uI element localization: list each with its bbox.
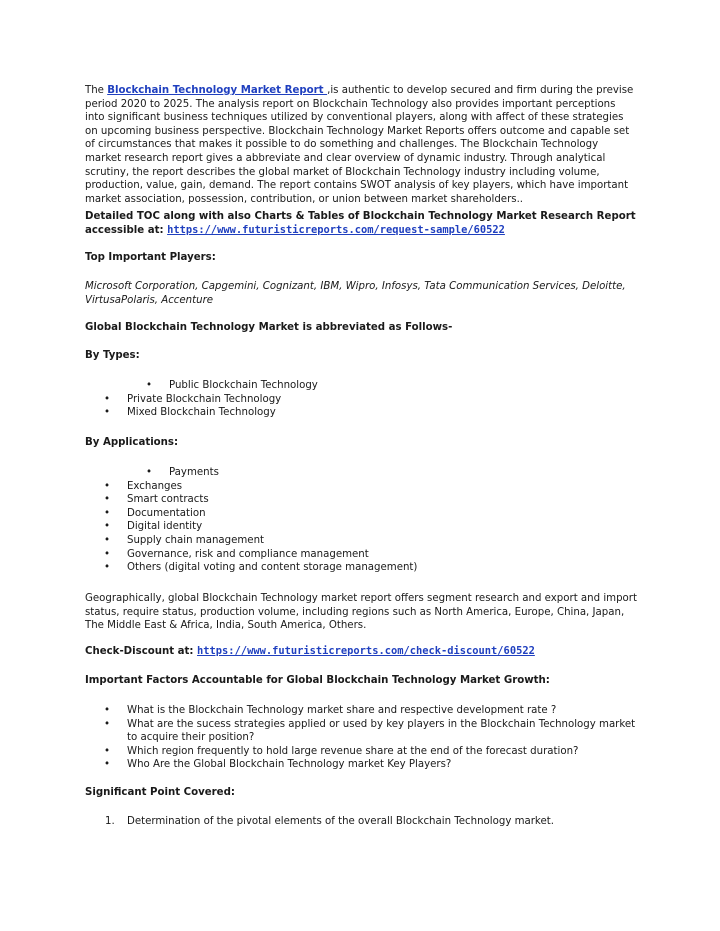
factors-list <box>85 704 637 772</box>
types-list <box>85 379 637 420</box>
list-item: • Who Are the Global Blockchain Technology market Key Players? <box>104 759 452 771</box>
list-item: • Documentation <box>104 507 206 519</box>
list-item: • What is the Blockchain Technology market share and respective development rate ? <box>104 705 557 716</box>
list-item: • Others (digital voting and content storage management) <box>104 562 418 574</box>
intro-paragraph <box>85 84 637 206</box>
bullet-icon: • <box>104 562 111 574</box>
bullet-icon: • <box>146 467 153 478</box>
discount-label: Check-Discount at: <box>85 646 198 657</box>
types-heading: By Types: <box>85 350 140 361</box>
list-item: • Public Blockchain Technology <box>146 380 318 391</box>
players-list: Microsoft Corporation, Capgemini, Cognizant, IBM, Wipro, Infosys, Tata Communication Services, Deloitte, VirtusaPolaris, Accenture <box>85 281 626 306</box>
players-heading: Top Important Players: <box>85 252 216 263</box>
points-heading: Significant Point Covered: <box>85 787 235 798</box>
list-item: 1. Determination of the pivotal elements of the overall Blockchain Technology market. <box>105 816 554 827</box>
bullet-icon: • <box>104 507 111 519</box>
list-item: • Private Blockchain Technology <box>104 393 282 405</box>
bullet-icon: • <box>146 380 153 391</box>
request-sample-link[interactable]: https://www.futuristicreports.com/request-sample/60522 <box>167 223 505 236</box>
bullet-icon: • <box>104 534 111 546</box>
bullet-icon: • <box>104 407 111 419</box>
bullet-icon: • <box>104 759 111 771</box>
bullet-icon: • <box>104 745 111 757</box>
bullet-icon: • <box>104 521 111 533</box>
bullet-icon: • <box>104 705 111 716</box>
list-number: 1. <box>105 816 115 827</box>
toc-text: Detailed TOC along with also Charts & Tables of Blockchain Technology Market Research Report accessible at: <box>85 211 636 236</box>
geography-paragraph: Geographically, global Blockchain Technology market report offers segment research and export and import status, require status, production volume, including regions such as North America, Europe, China, Japan, The Middle East & Africa, India, South America, Others. <box>85 593 637 632</box>
list-item: • Supply chain management <box>104 534 265 546</box>
toc-paragraph <box>85 210 637 237</box>
applications-heading: By Applications: <box>85 437 179 448</box>
list-item: • Smart contracts <box>104 494 209 506</box>
intro-prefix: The <box>85 85 108 96</box>
list-item: • What are the sucess strategies applied or used by key players in the Blockchain Technology market to acquire their position? <box>104 718 636 744</box>
list-item: • Mixed Blockchain Technology <box>104 407 276 419</box>
check-discount-link[interactable]: https://www.futuristicreports.com/check-discount/60522 <box>197 645 535 657</box>
factors-heading: Important Factors Accountable for Global Blockchain Technology Market Growth: <box>85 675 550 686</box>
list-item: • Governance, risk and compliance management <box>104 548 369 560</box>
bullet-icon: • <box>104 548 111 560</box>
applications-list <box>85 466 637 575</box>
bullet-icon: • <box>104 494 111 506</box>
abbreviated-heading: Global Blockchain Technology Market is abbreviated as Follows- <box>85 322 453 333</box>
list-item: • Exchanges <box>104 480 183 492</box>
list-item: • Payments <box>146 467 219 478</box>
intro-text: ,is authentic to develop secured and firm during the previse period 2020 to 2025. The analysis report on Blockchain Technology also provides important perceptions into significant business techniques utilized by conventional players, along with affect of these strategies on upcoming business perspective. Blockchain Technology Market Reports offers outcome and capable set of circumstances that makes it possible to do something and challenges. The Blockchain Technology market research report gives a abbreviate and clear overview of dynamic industry. Through analytical scrutiny, the report describes the global market of Blockchain Technology industry including volume, production, value, gain, demand. The report contains SWOT analysis of key players, which have important market association, possession, contribution, or union between market shareholders.. <box>85 85 634 205</box>
discount-paragraph <box>85 645 637 659</box>
bullet-icon: • <box>104 480 111 492</box>
bullet-icon: • <box>104 718 111 730</box>
points-list <box>85 815 637 829</box>
list-item: • Digital identity <box>104 521 203 533</box>
list-item: • Which region frequently to hold large revenue share at the end of the forecast duration? <box>104 745 579 757</box>
market-report-link[interactable]: Blockchain Technology Market Report <box>107 85 328 96</box>
bullet-icon: • <box>104 393 111 405</box>
